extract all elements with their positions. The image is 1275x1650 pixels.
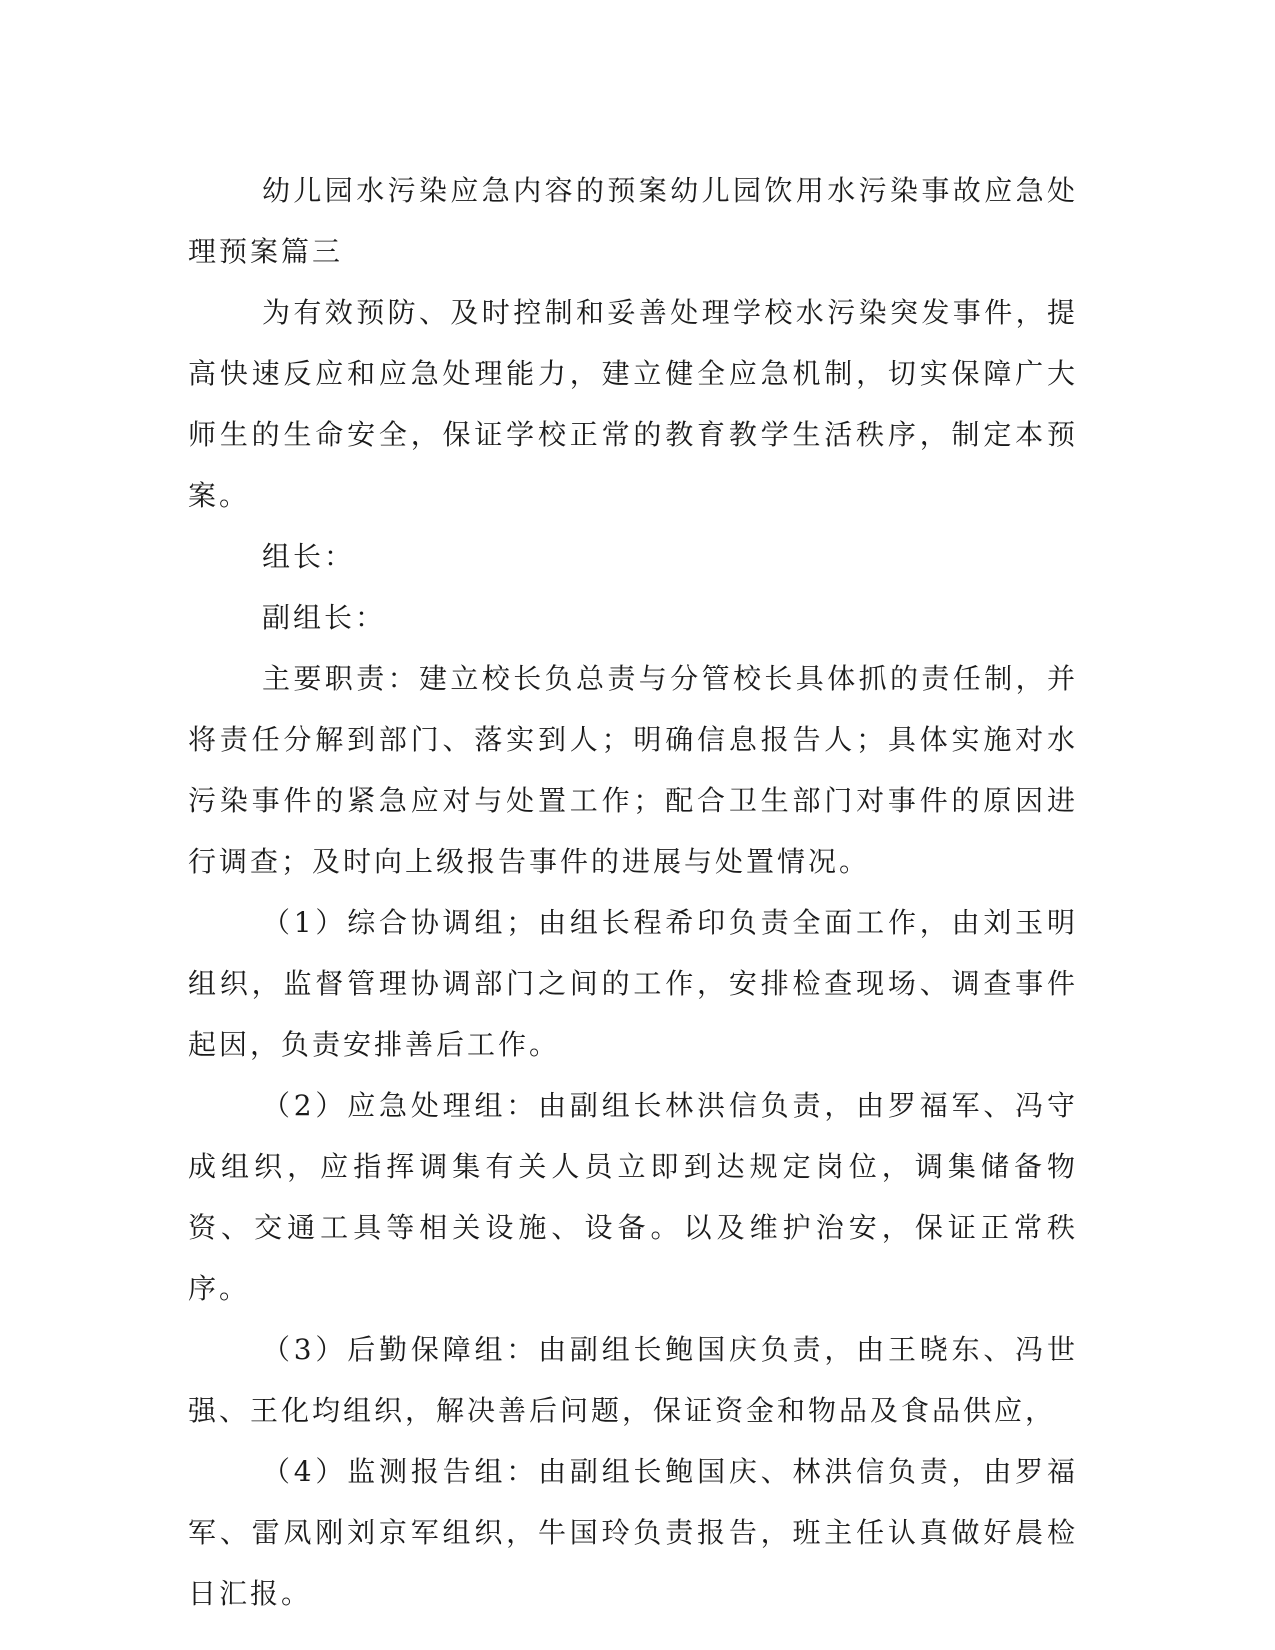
logistics-group-paragraph: （3）后勤保障组：由副组长鲍国庆负责，由王晓东、冯世强、王化均组织，解决善后问题，保证资金和物品及食品供应， [188, 1333, 1078, 1427]
monitoring-report-group-paragraph: （4）监测报告组：由副组长鲍国庆、林洪信负责，由罗福军、雷凤刚刘京军组织，牛国玲负责报告，班主任认真做好晨检日汇报。 [188, 1455, 1078, 1610]
intro-paragraph: 为有效预防、及时控制和妥善处理学校水污染突发事件，提高快速反应和应急处理能力，建立健全应急机制，切实保障广大师生的生命安全，保证学校正常的教育教学生活秩序，制定本预案。 [188, 296, 1078, 512]
document-title-paragraph: 幼儿园水污染应急内容的预案幼儿园饮用水污染事故应急处理预案篇三 [188, 174, 1078, 268]
group-leader-line: 组长： [262, 540, 356, 573]
coordination-group-paragraph: （1）综合协调组；由组长程希印负责全面工作，由刘玉明组织，监督管理协调部门之间的工作，安排检查现场、调查事件起因，负责安排善后工作。 [188, 906, 1078, 1061]
document-body [188, 160, 1078, 1624]
deputy-leader-line: 副组长： [262, 601, 387, 634]
emergency-handling-group-paragraph: （2）应急处理组：由副组长林洪信负责，由罗福军、冯守成组织，应指挥调集有关人员立即到达规定岗位，调集储备物资、交通工具等相关设施、设备。以及维护治安，保证正常秩序。 [188, 1089, 1078, 1305]
main-duties-paragraph: 主要职责：建立校长负总责与分管校长具体抓的责任制，并将责任分解到部门、落实到人；明确信息报告人；具体实施对水污染事件的紧急应对与处置工作；配合卫生部门对事件的原因进行调查；及时向上级报告事件的进展与处置情况。 [188, 662, 1078, 878]
